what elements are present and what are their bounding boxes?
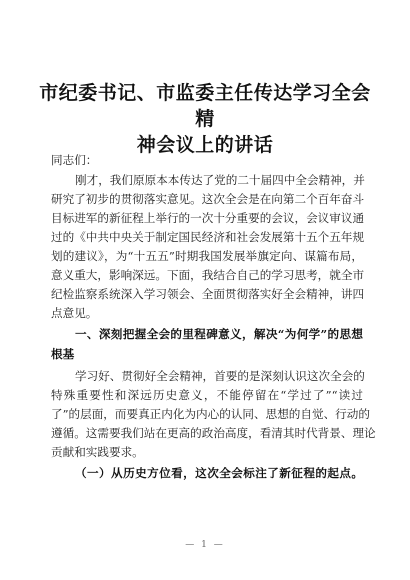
paragraph-line: 划的建议》，为“十五五”时期我国发展举旗定向、谋篇布局， (51, 249, 363, 263)
salutation: 同志们： (51, 153, 98, 167)
section-heading: 根基 (51, 347, 75, 361)
document-title (30, 80, 380, 158)
title-line: 神会议上的讲话 (136, 134, 274, 156)
paragraph-line: 点意见。 (51, 306, 98, 320)
paragraph-line: 刚才，我们原原本本传达了党的二十届四中全会精神，并 (75, 173, 365, 187)
subsection-heading: （一）从历史方位看，这次全会标注了新征程的起点。 (75, 466, 363, 480)
paragraph-line: 特殊重要性和深远历史意义，不能停留在“学过了”“读过 (51, 388, 363, 402)
paragraph-line: 纪检监察系统深入学习领会、全面贯彻落实好全会精神，讲四 (51, 287, 365, 301)
paragraph-line: 意义重大，影响深远。下面，我结合自己的学习思考，就全市 (51, 268, 365, 282)
paragraph-line: 研究了初步的贯彻落实意见。这次全会是在向第二个百年奋斗 (51, 192, 365, 206)
paragraph-line: 了”的层面，而要真正内化为内心的认同、思想的自觉、行动的 (51, 407, 370, 421)
paragraph-line: 遵循。这需要我们站在更高的政治高度，看清其时代背景、理论 (51, 426, 376, 440)
title-line: 市纪委书记、市监委主任传达学习全会精 (39, 82, 371, 130)
section-heading: 一、深刻把握全会的里程碑意义，解决“为何学”的思想 (75, 327, 363, 341)
paragraph-line: 贡献和实践要求。 (51, 445, 144, 459)
paragraph-line: 学习好、贯彻好全会精神，首要的是深刻认识这次全会的 (75, 369, 365, 383)
paragraph-line: 目标进军的新征程上举行的一次十分重要的会议，会议审议通 (51, 211, 365, 225)
page-number: — 1 — (185, 540, 225, 550)
paragraph-line: 过的《中共中央关于制定国民经济和社会发展第十五个五年规 (51, 230, 365, 244)
